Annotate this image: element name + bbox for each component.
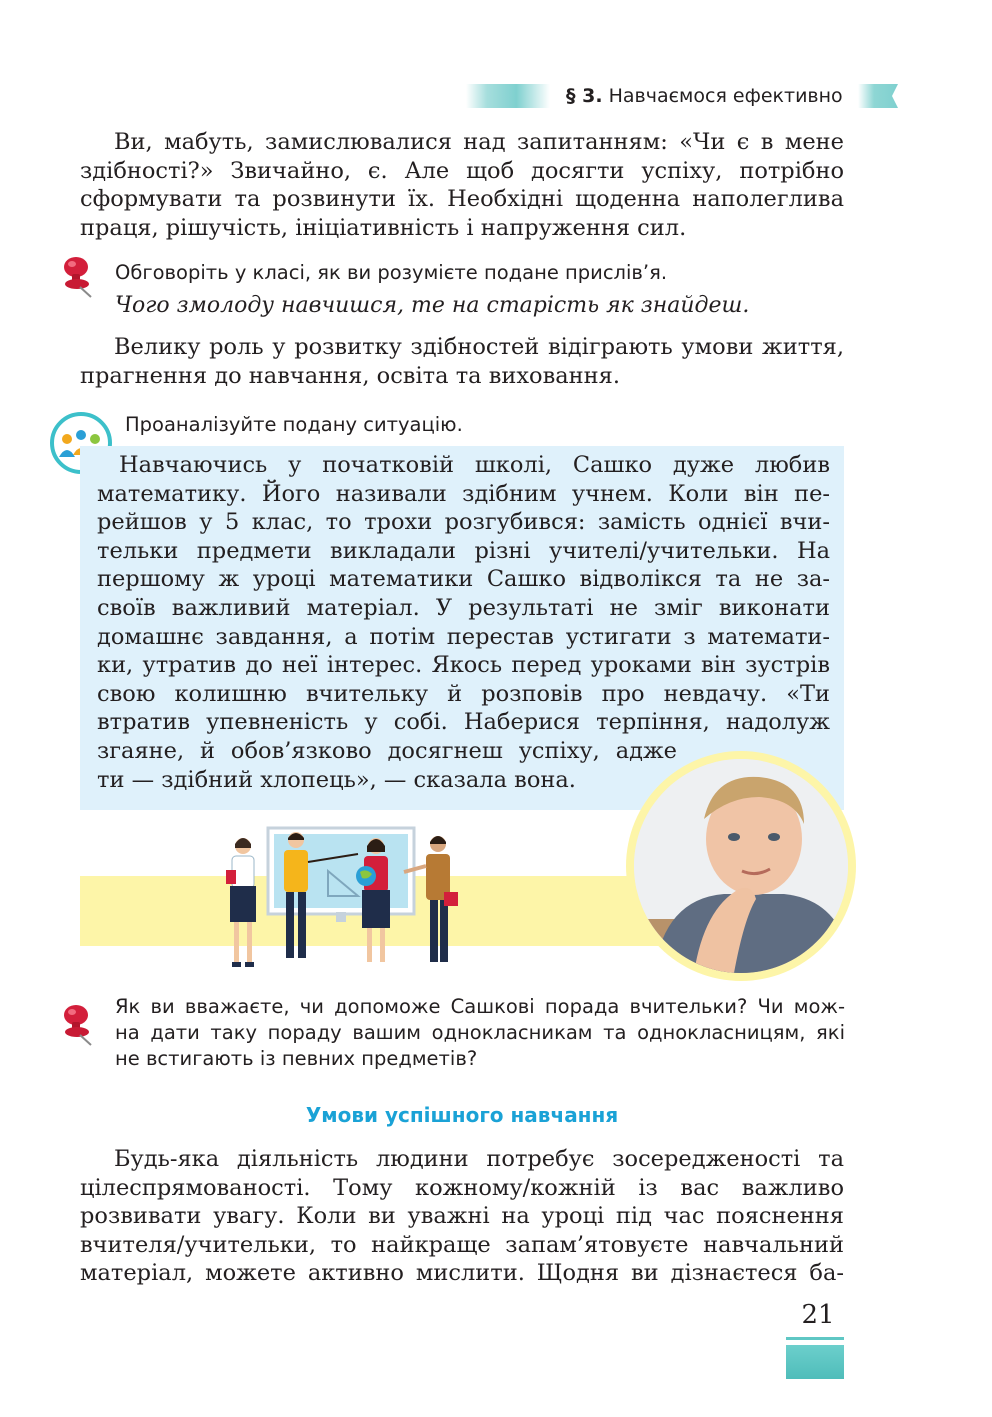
header-band-right: [858, 84, 898, 108]
paragraph-line: Будь-яка діяльність людини потребує зосередженості та: [114, 1146, 844, 1172]
prompt-line: не встигають із певних предметів?: [115, 1047, 478, 1070]
story-line: ти — здібний хлопець», — сказала вона.: [97, 766, 576, 793]
story-line: Навчаючись у початковій школі, Сашко дуже любив: [119, 452, 830, 478]
story-line: математику. Його називали здібним учнем. Коли він пе-: [97, 480, 830, 507]
boy-thinking-photo: [634, 759, 848, 973]
discussion-prompt-2: [115, 994, 845, 1072]
section-number: § 3.: [566, 85, 603, 107]
story-text: [97, 451, 830, 794]
running-header: [566, 84, 843, 108]
story-line: домашнє завдання, а потім перестав устигати з математи-: [97, 623, 830, 650]
paragraph-line: цілеспрямованості. Тому кожному/кожній із вас важливо: [80, 1174, 844, 1201]
paragraph-line: вчителя/учительки, то найкраще запам’ятовуєте навчальний: [80, 1231, 844, 1258]
story-line: тельки предмети викладали різні учителі/учительки. На: [97, 537, 830, 564]
section-subheading: Умови успішного навчання: [305, 1103, 619, 1127]
conditions-paragraph: Велику роль у розвитку здібностей відіграють умови життя, прагнення до навчання, освіта та виховання.: [80, 334, 844, 389]
section-title: Навчаємося ефективно: [608, 85, 843, 107]
story-line: свою колишню вчительку й розповів про невдачу. «Ти: [97, 680, 830, 707]
intro-paragraph: Ви, мабуть, замислювалися над запитанням: «Чи є в мене здібності?» Звичайно, є. Але щоб досягти успіху, потрібно сформувати та розвинути їх. Необхідні щоденна наполеглива праця, рішучість, ініціативність і напруження сил.: [80, 129, 844, 241]
page-number: 21: [801, 1300, 835, 1330]
page-number-block: [786, 1345, 844, 1379]
prompt-line: Як ви вважаєте, чи допоможе Сашкові порада вчительки? Чи мож-: [115, 995, 845, 1018]
analysis-prompt: Проаналізуйте подану ситуацію.: [125, 413, 463, 436]
story-line: згаяне, й обов’язково досягнеш успіху, адже: [97, 737, 677, 764]
pushpin-icon: [60, 1004, 96, 1050]
story-line: своїв важливий матеріал. У результаті не зміг виконати: [97, 594, 830, 621]
proverb: Чого змолоду навчишся, те на старість як знайдеш.: [115, 293, 750, 318]
attention-paragraph: [80, 1145, 844, 1288]
paragraph-line: матеріал, можете активно мислити. Щодня ви дізнаєтеся ба-: [80, 1260, 844, 1287]
discussion-prompt-1: Обговоріть у класі, як ви розумієте подане прислів’я.: [115, 261, 668, 284]
story-line: втратив упевненість у собі. Наберися терпіння, надолуж: [97, 709, 830, 736]
story-line: ки, утратив до неї інтерес. Якось перед уроками він зустрів: [97, 652, 830, 679]
paragraph-line: розвивати увагу. Коли ви уважні на уроці під час пояснення: [80, 1203, 844, 1230]
teachers-illustration: [218, 826, 468, 976]
page-number-rule: [786, 1337, 844, 1340]
pushpin-icon: [60, 256, 96, 302]
story-line: першому ж уроці математики Сашко відволікся та не за-: [97, 566, 830, 593]
story-line: рейшов у 5 клас, то трохи розгубився: замість однієї вчи-: [97, 509, 830, 536]
prompt-line: на дати таку пораду вашим однокласникам та однокласницям, які: [115, 1021, 845, 1044]
header-band-left: [466, 84, 550, 108]
